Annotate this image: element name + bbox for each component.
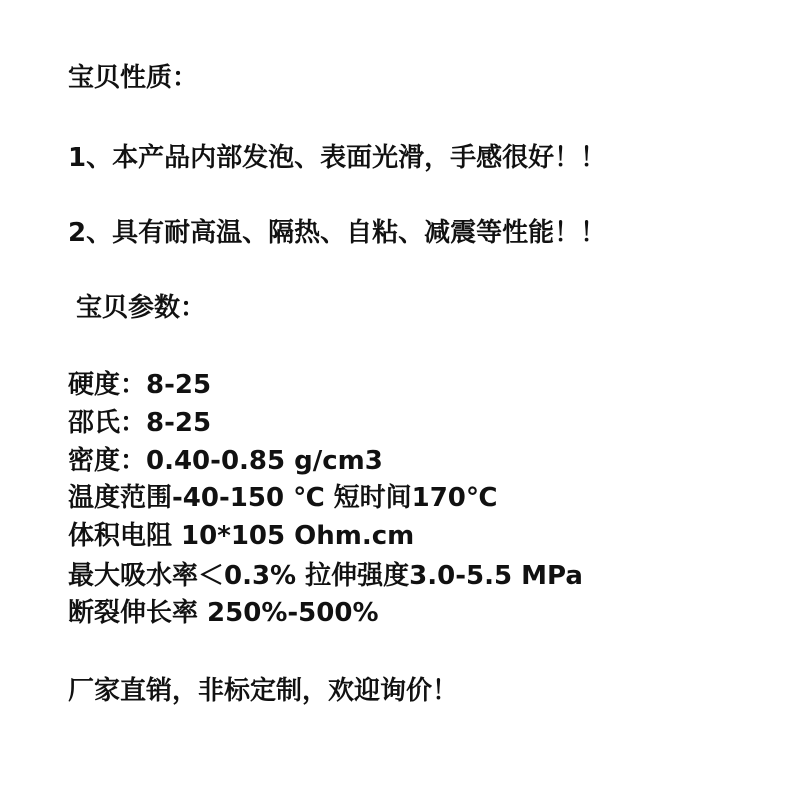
property-point-1: 1、本产品内部发泡、表面光滑，手感很好！！	[68, 143, 607, 173]
param-volume-resistance: 体积电阻 10*105 Ohm.cm	[68, 521, 415, 551]
param-absorption-tensile: 最大吸水率＜0.3% 拉伸强度3.0-5.5 MPa	[68, 561, 583, 591]
param-shore: 邵氏：8-25	[68, 408, 212, 438]
parameters-heading: 宝贝参数：	[76, 293, 207, 323]
closing-note: 厂家直销，非标定制，欢迎询价！	[68, 676, 459, 706]
param-hardness: 硬度：8-25	[68, 370, 212, 400]
param-density: 密度：0.40-0.85 g/cm3	[68, 446, 383, 476]
property-point-2: 2、具有耐高温、隔热、自粘、减震等性能！！	[68, 218, 607, 248]
properties-heading: 宝贝性质：	[68, 63, 199, 93]
param-elongation: 断裂伸长率 250%-500%	[68, 598, 379, 628]
param-temperature: 温度范围-40-150 ℃ 短时间170℃	[68, 483, 498, 513]
